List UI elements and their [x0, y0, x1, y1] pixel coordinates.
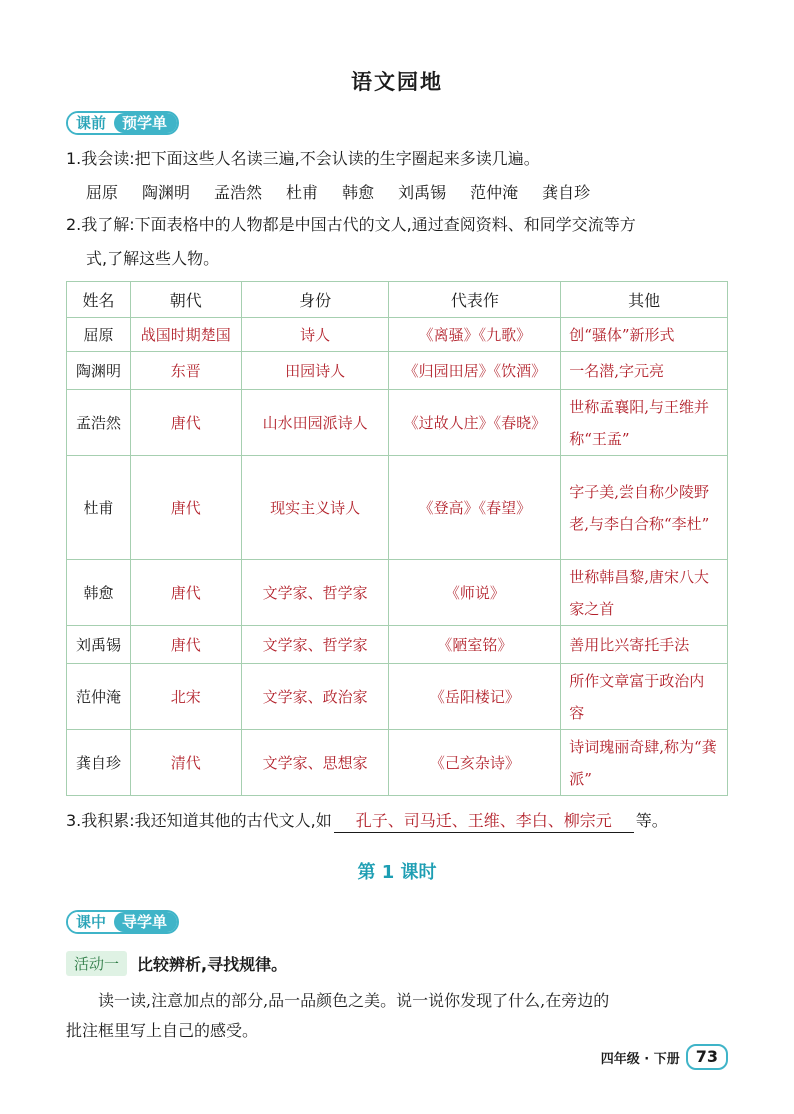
- cell-dynasty: 清代: [130, 730, 241, 796]
- cell-identity: 文学家、政治家: [241, 664, 389, 730]
- cell-name: 孟浩然: [67, 390, 131, 456]
- header-other: 其他: [561, 282, 728, 318]
- question-3-answer: 孔子、司马迁、王维、李白、柳宗元: [334, 810, 634, 833]
- header-dynasty: 朝代: [130, 282, 241, 318]
- table-header-row: [67, 282, 728, 318]
- page-number: 73: [686, 1044, 728, 1070]
- cell-identity: 山水田园派诗人: [241, 390, 389, 456]
- cell-dynasty: 唐代: [130, 390, 241, 456]
- table-row: [67, 390, 728, 456]
- cell-name: 杜甫: [67, 456, 131, 560]
- question-3-prefix: 3.我积累:我还知道其他的古代文人,如: [66, 811, 332, 830]
- grade-label: 四年级 · 下册: [600, 1051, 680, 1067]
- page-footer: [601, 1044, 728, 1070]
- question-3: [66, 810, 668, 833]
- cell-works: 《过故人庄》《春晓》: [389, 390, 561, 456]
- table-row: [67, 352, 728, 390]
- question-1: 1.我会读:把下面这些人名读三遍,不会认读的生字圈起来多读几遍。: [66, 149, 540, 168]
- in-class-tag-b: 导学单: [114, 912, 177, 932]
- cell-dynasty: 东晋: [130, 352, 241, 390]
- cell-other: 创“骚体”新形式: [561, 318, 728, 352]
- question-3-suffix: 等。: [635, 811, 668, 830]
- name-item: 范仲淹: [470, 183, 519, 202]
- table-row: [67, 664, 728, 730]
- table-row: [67, 456, 728, 560]
- header-identity: 身份: [241, 282, 389, 318]
- cell-other: 一名潜,字元亮: [561, 352, 728, 390]
- cell-dynasty: 唐代: [130, 456, 241, 560]
- cell-dynasty: 北宋: [130, 664, 241, 730]
- name-list: [86, 180, 614, 203]
- pre-class-tag-b: 预学单: [114, 113, 177, 133]
- cell-other: 诗词瑰丽奇肆,称为“龚派”: [561, 730, 728, 796]
- name-item: 韩愈: [342, 183, 375, 202]
- literati-table: [66, 281, 728, 796]
- cell-identity: 文学家、哲学家: [241, 626, 389, 664]
- name-item: 陶渊明: [142, 183, 191, 202]
- cell-works: 《师说》: [389, 560, 561, 626]
- cell-name: 刘禹锡: [67, 626, 131, 664]
- cell-other: 世称孟襄阳,与王维并称“王孟”: [561, 390, 728, 456]
- header-works: 代表作: [389, 282, 561, 318]
- cell-dynasty: 唐代: [130, 626, 241, 664]
- cell-identity: 文学家、哲学家: [241, 560, 389, 626]
- cell-works: 《己亥杂诗》: [389, 730, 561, 796]
- cell-identity: 诗人: [241, 318, 389, 352]
- cell-dynasty: 战国时期楚国: [130, 318, 241, 352]
- cell-identity: 文学家、思想家: [241, 730, 389, 796]
- table-row: [67, 560, 728, 626]
- cell-identity: 现实主义诗人: [241, 456, 389, 560]
- cell-works: 《离骚》《九歌》: [389, 318, 561, 352]
- in-class-tag-a: 课中: [68, 912, 114, 932]
- cell-other: 字子美,尝自称少陵野老,与李白合称“李杜”: [561, 456, 728, 560]
- in-class-tag: [66, 910, 179, 934]
- name-item: 刘禹锡: [398, 183, 447, 202]
- cell-dynasty: 唐代: [130, 560, 241, 626]
- cell-works: 《陋室铭》: [389, 626, 561, 664]
- cell-name: 韩愈: [67, 560, 131, 626]
- activity-text: 比较辨析,寻找规律。: [137, 955, 288, 974]
- cell-identity: 田园诗人: [241, 352, 389, 390]
- cell-works: 《岳阳楼记》: [389, 664, 561, 730]
- header-name: 姓名: [67, 282, 131, 318]
- instruction-line-2: 批注框里写上自己的感受。: [66, 1021, 259, 1040]
- cell-name: 龚自珍: [67, 730, 131, 796]
- cell-other: 善用比兴寄托手法: [561, 626, 728, 664]
- table-row: [67, 626, 728, 664]
- cell-other: 世称韩昌黎,唐宋八大家之首: [561, 560, 728, 626]
- table-row: [67, 730, 728, 796]
- pre-class-tag: [66, 111, 179, 135]
- activity-heading: [66, 951, 287, 976]
- activity-tag: 活动一: [66, 951, 127, 976]
- cell-name: 陶渊明: [67, 352, 131, 390]
- name-item: 龚自珍: [542, 183, 591, 202]
- name-item: 屈原: [86, 183, 119, 202]
- pre-class-tag-a: 课前: [68, 113, 114, 133]
- cell-works: 《登高》《春望》: [389, 456, 561, 560]
- name-item: 孟浩然: [214, 183, 263, 202]
- question-2-line-2: 式,了解这些人物。: [86, 249, 220, 268]
- cell-other: 所作文章富于政治内容: [561, 664, 728, 730]
- cell-name: 范仲淹: [67, 664, 131, 730]
- name-item: 杜甫: [286, 183, 319, 202]
- table-row: [67, 318, 728, 352]
- question-2-line-1: 2.我了解:下面表格中的人物都是中国古代的文人,通过查阅资料、和同学交流等方: [66, 215, 636, 234]
- instruction-line-1: 读一读,注意加点的部分,品一品颜色之美。说一说你发现了什么,在旁边的: [98, 991, 610, 1010]
- cell-name: 屈原: [67, 318, 131, 352]
- cell-works: 《归园田居》《饮酒》: [389, 352, 561, 390]
- page-title: 语文园地: [351, 70, 443, 94]
- lesson-title: 第 1 课时: [357, 862, 437, 883]
